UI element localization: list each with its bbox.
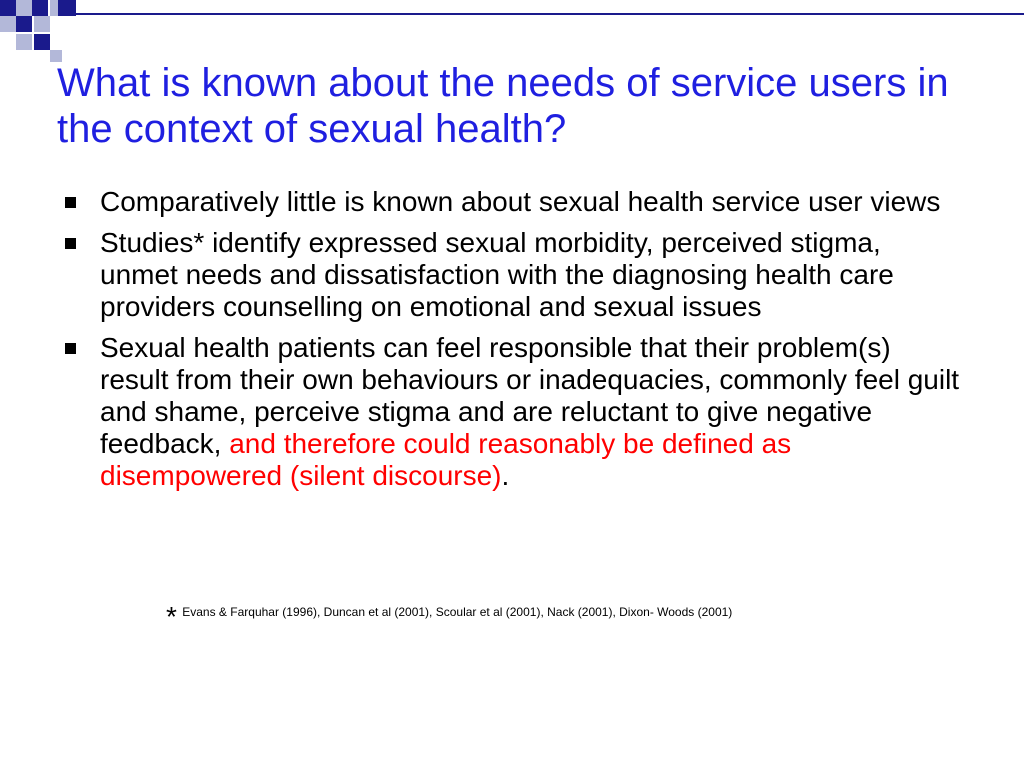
deco-square-dark [16,16,32,32]
bullet-list [62,186,962,501]
bullet-text: Studies* identify expressed sexual morbidity, perceived stigma, unmet needs and dissatisfaction with the diagnosing health care providers counselling on emotional and sexual issues [100,227,894,322]
deco-square-dark [34,34,50,50]
deco-square-dark [58,0,76,16]
slide-title: What is known about the needs of service users in the context of sexual health? [57,61,949,151]
bullet-text: Comparatively little is known about sexual health service user views [100,186,941,217]
footnote-text: Evans & Farquhar (1996), Duncan et al (2001), Scoular et al (2001), Nack (2001), Dixon- Woods (2001) [182,605,733,619]
footnote [166,600,986,632]
bullet-text: Sexual health patients can feel responsible that their problem(s) result from their own behaviours or inadequacies, commonly feel guilt and shame, perceive stigma and are reluctant to give negative feedback, [100,332,960,459]
bullet-item [62,332,962,492]
header-rule [76,13,1024,15]
deco-square-light [34,16,50,32]
bullet-highlight-text: and therefore could reasonably be defined as disempowered (silent discourse) [100,428,792,491]
bullet-tail-text: . [501,460,510,491]
deco-square-dark [32,0,48,16]
square-bullet-icon [65,197,76,208]
bullet-item [62,186,962,218]
footnote-marker: * [166,601,177,632]
bullet-item [62,227,962,323]
square-bullet-icon [65,343,76,354]
deco-square-light [16,34,32,50]
square-bullet-icon [65,238,76,249]
deco-square-light [16,0,32,16]
deco-square-light [0,16,16,32]
deco-square-dark [0,0,16,16]
